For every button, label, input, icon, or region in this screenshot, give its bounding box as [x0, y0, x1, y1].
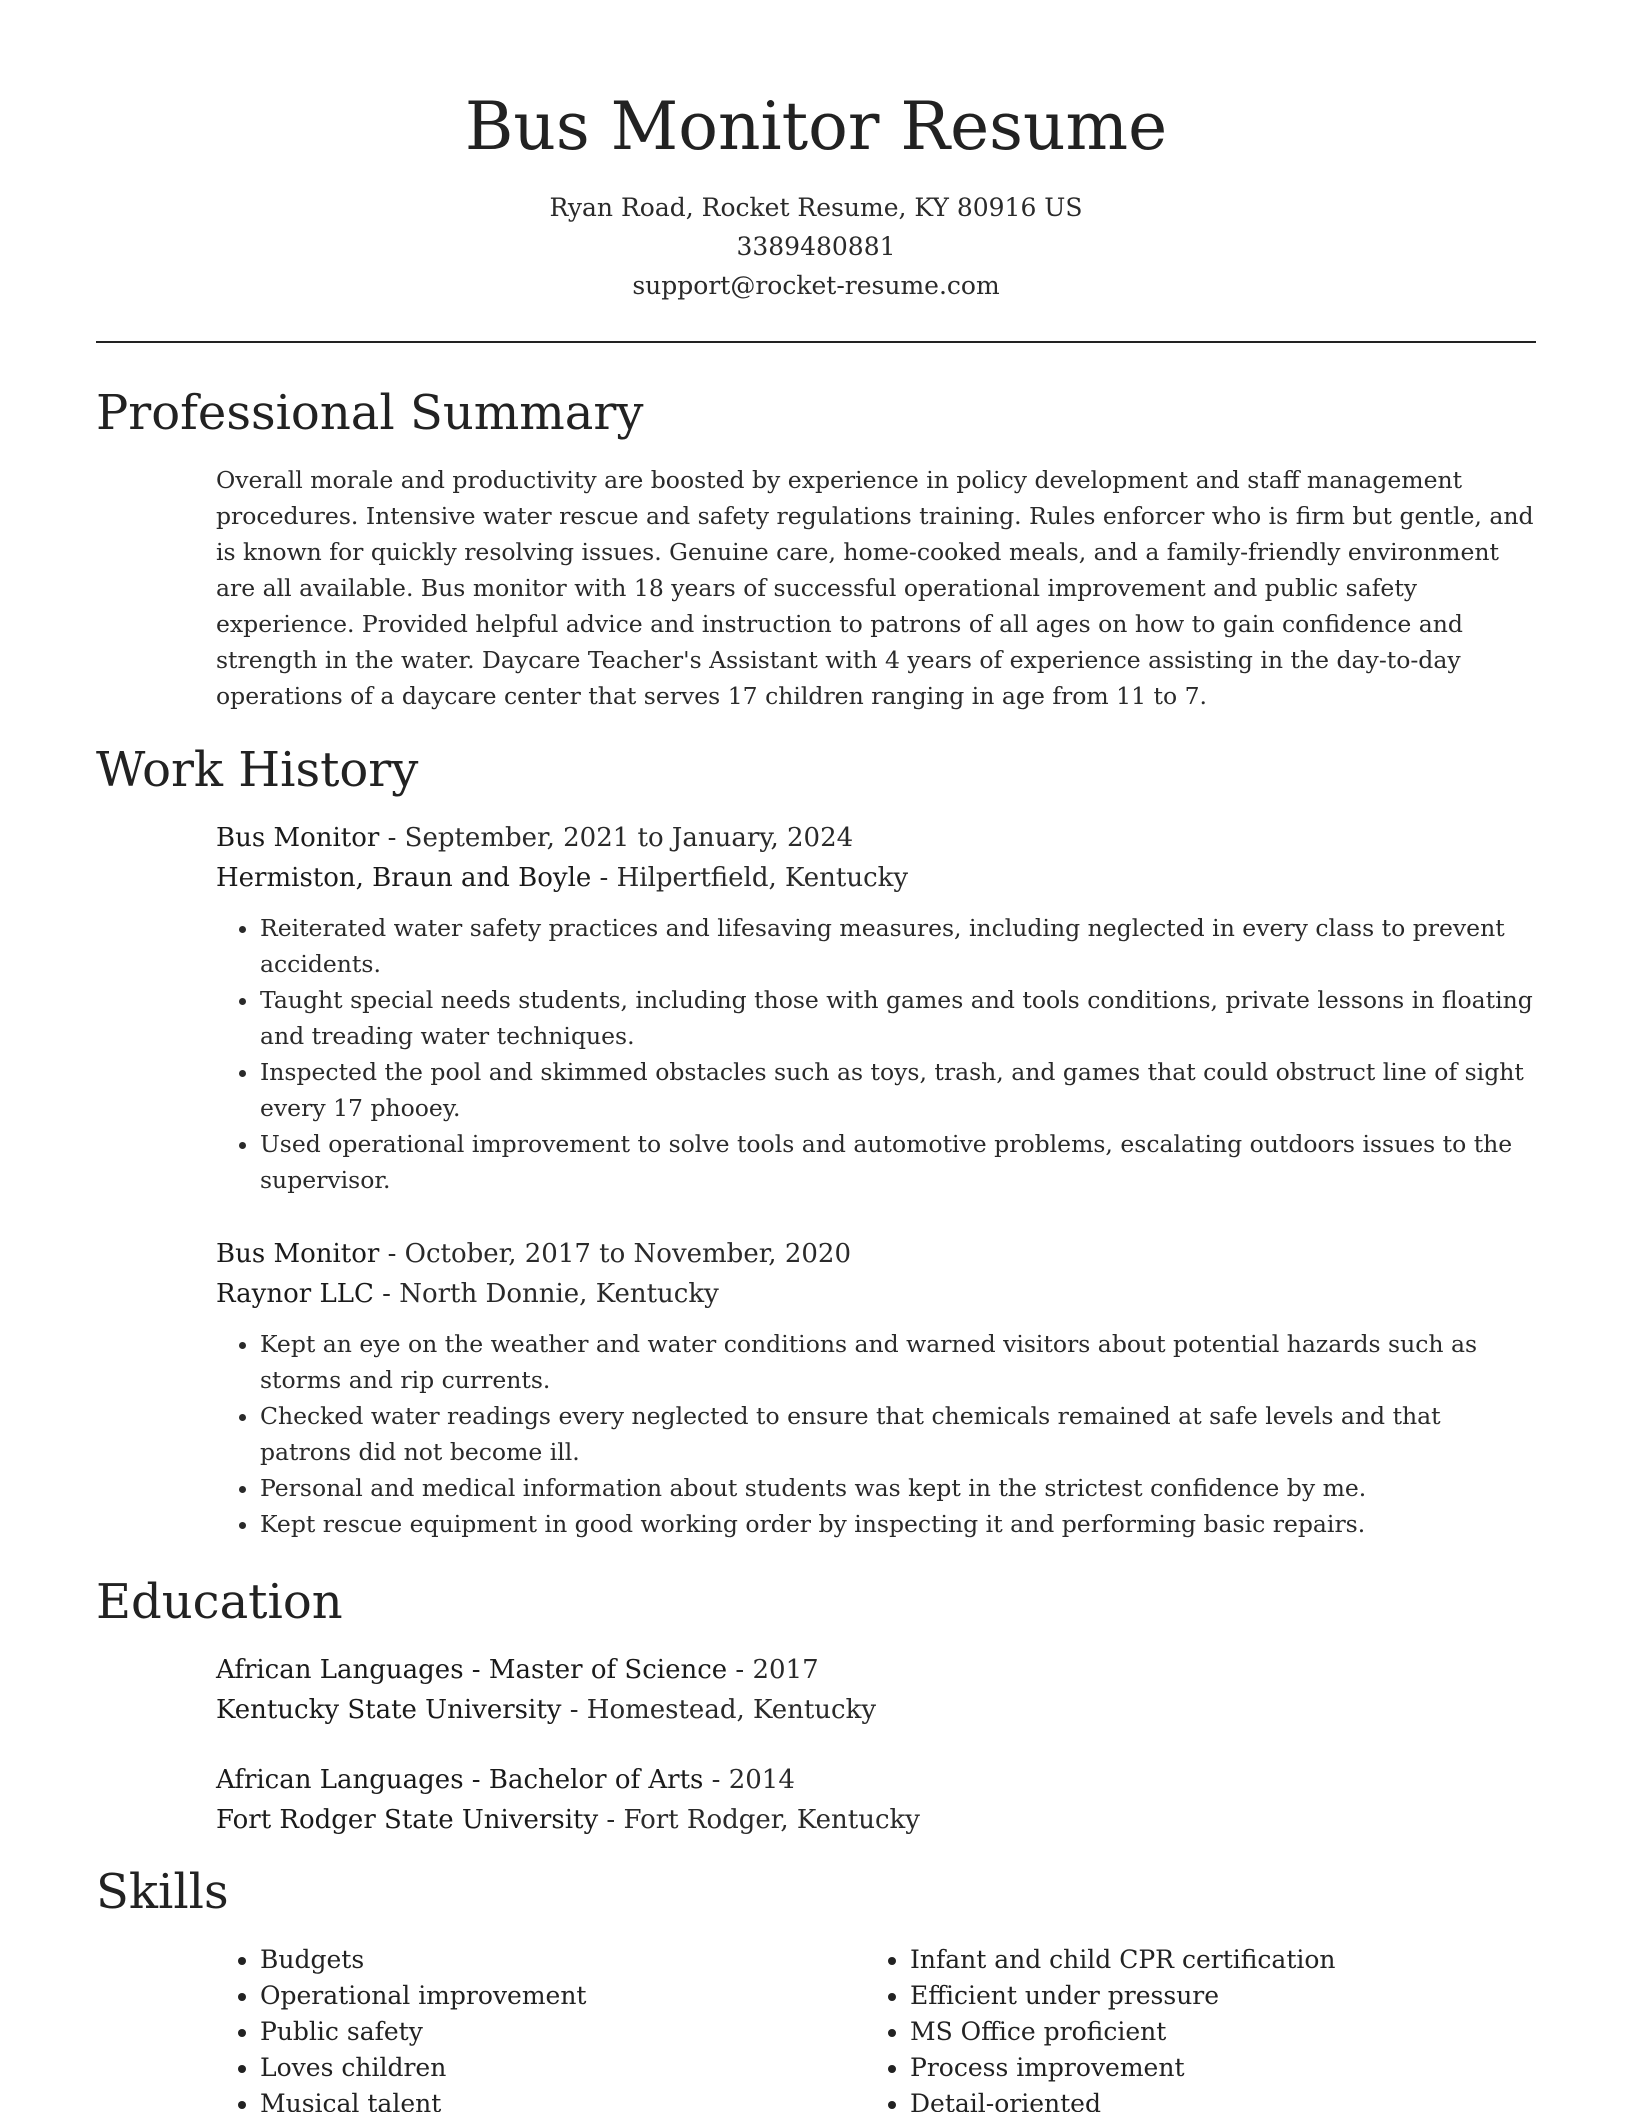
email-text: support@rocket-resume.com [632, 271, 1000, 300]
job-title: Bus Monitor [216, 823, 380, 853]
skills-list [866, 1942, 1506, 2112]
education-field: African Languages [216, 1765, 464, 1795]
education-entry [216, 1760, 1536, 1840]
job-location: - Hilpertfield, Kentucky [591, 863, 909, 893]
job-entry [216, 1234, 1536, 1542]
phone-text: 3389480881 [736, 232, 896, 261]
job-company-line [216, 1274, 1536, 1314]
job-company-line [216, 858, 1536, 898]
job-bullets [216, 910, 1536, 1198]
list-item: • Personal and medical information about students was kept in the strictest confidence by me. [260, 1470, 1536, 1506]
education-location: - Fort Rodger, Kentucky [598, 1805, 920, 1835]
skill-item: • Process improvement [910, 2050, 1506, 2086]
education-year: - 2017 [727, 1655, 819, 1685]
skill-item: • Musical talent [260, 2086, 856, 2112]
education-field: African Languages [216, 1655, 464, 1685]
skill-item: • Budgets [260, 1942, 856, 1978]
education-school: Fort Rodger State University [216, 1805, 599, 1835]
list-item: • Checked water readings every neglected to ensure that chemicals remained at safe levels and that patrons did not become ill. [260, 1398, 1536, 1470]
header-divider [96, 341, 1536, 343]
skill-item: • Loves children [260, 2050, 856, 2086]
list-item: • Kept rescue equipment in good working order by inspecting it and performing basic repairs. [260, 1506, 1536, 1542]
list-item: • Reiterated water safety practices and lifesaving measures, including neglected in every class to prevent accidents. [260, 910, 1536, 982]
skill-item: • Efficient under pressure [910, 1978, 1506, 2014]
job-company: Hermiston, Braun and Boyle [216, 863, 592, 893]
job-dates: - September, 2021 to January, 2024 [379, 823, 854, 853]
skills-heading: Skills [96, 1864, 229, 1920]
skill-item: • Operational improvement [260, 1978, 856, 2014]
skills-list [216, 1942, 856, 2112]
education-school-line [216, 1690, 1536, 1730]
education-degree: - Bachelor of Arts [463, 1765, 704, 1795]
education-school-line [216, 1800, 1536, 1840]
job-dates: - October, 2017 to November, 2020 [379, 1239, 851, 1269]
resume-header [0, 82, 1632, 305]
list-item: • Used operational improvement to solve tools and automotive problems, escalating outdoors issues to the supervisor. [260, 1126, 1536, 1198]
skill-item: • Detail-oriented [910, 2086, 1506, 2112]
list-item: • Kept an eye on the weather and water conditions and warned visitors about potential hazards such as storms and rip currents. [260, 1326, 1536, 1398]
education-school: Kentucky State University [216, 1695, 562, 1725]
job-location: - North Donnie, Kentucky [373, 1279, 719, 1309]
education-year: - 2014 [703, 1765, 795, 1795]
summary-text: Overall morale and productivity are boosted by experience in policy development and staff management procedures. Intensive water rescue and safety regulations training. Rules enforcer who is firm but gentle, and is known for quickly resolving issues. Genuine care, home-cooked meals, and a family-friendly environment are all available. Bus monitor with 18 years of successful operational improvement and public safety experience. Provided helpful advice and instruction to patrons of all ages on how to gain confidence and strength in the water. Daycare Teacher's Assistant with 4 years of experience assisting in the day-to-day operations of a daycare center that serves 17 children ranging in age from 11 to 7. [216, 466, 1534, 710]
list-item: • Inspected the pool and skimmed obstacles such as toys, trash, and games that could obstruct line of sight every 17 phooey. [260, 1054, 1536, 1126]
education-degree-line [216, 1760, 1536, 1800]
job-title: Bus Monitor [216, 1239, 380, 1269]
summary-heading: Professional Summary [96, 385, 644, 441]
education-degree-line [216, 1650, 1536, 1690]
list-item: • Taught special needs students, including those with games and tools conditions, private lessons in floating and treading water techniques. [260, 982, 1536, 1054]
job-title-line [216, 818, 1536, 858]
summary-section [216, 462, 1536, 714]
job-bullets [216, 1326, 1536, 1542]
skills-column-right [866, 1942, 1506, 2112]
skill-item: • MS Office proficient [910, 2014, 1506, 2050]
work-history-heading: Work History [96, 742, 419, 798]
education-location: - Homestead, Kentucky [561, 1695, 877, 1725]
skills-column-left [216, 1942, 856, 2112]
job-title-line [216, 1234, 1536, 1274]
education-heading: Education [96, 1574, 343, 1630]
skill-item: • Public safety [260, 2014, 856, 2050]
education-degree: - Master of Science [463, 1655, 728, 1685]
contact-info [0, 188, 1632, 305]
job-company: Raynor LLC [216, 1279, 374, 1309]
job-entry [216, 818, 1536, 1198]
resume-title: Bus Monitor Resume [464, 88, 1168, 165]
address-text: Ryan Road, Rocket Resume, KY 80916 US [549, 193, 1083, 222]
skill-item: • Infant and child CPR certification [910, 1942, 1506, 1978]
education-entry [216, 1650, 1536, 1730]
